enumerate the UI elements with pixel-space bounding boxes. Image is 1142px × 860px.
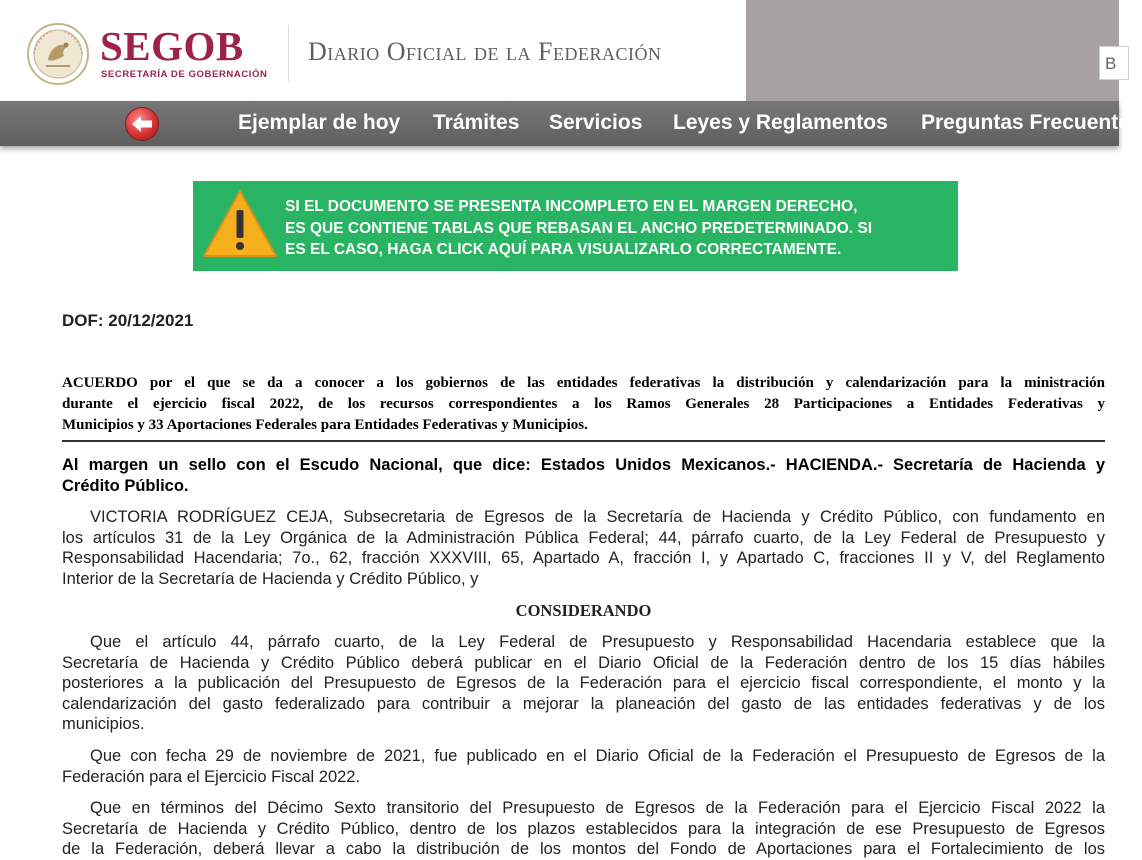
nav-item-tramites[interactable]: Trámites	[433, 111, 520, 134]
dof-date: DOF: 20/12/2021	[62, 311, 194, 330]
paragraph-line: Federación para el Ejercicio Fiscal 2022.	[62, 767, 361, 786]
paragraph-line: Responsabilidad Hacendaria; 7o., 62, fracción XXXVIII, 65, Apartado A, fracción I, y Apartado C, fracciones II y V, del Reglamento	[62, 549, 1105, 567]
paragraph-line: Secretaría de Hacienda y Crédito Público, dentro de los plazos establecidos para la integración de ese Presupuesto de Egresos	[62, 819, 1105, 838]
main-nav	[0, 101, 1142, 146]
header-right-panel	[746, 0, 1119, 101]
nav-item-preguntas-frecuentes[interactable]: Preguntas Frecuentes	[921, 111, 1142, 134]
banner-line: ES QUE CONTIENE TABLAS QUE REBASAN EL ANCHO PREDETERMINADO. SI	[285, 219, 873, 237]
mexico-coat-of-arms-icon	[26, 22, 90, 86]
banner-line: SI EL DOCUMENTO SE PRESENTA INCOMPLETO EN EL MARGEN DERECHO,	[285, 198, 858, 215]
paragraph-line: VICTORIA RODRÍGUEZ CEJA, Subsecretaria de Egresos de la Secretaría de Hacienda y Crédito Público, con fundamento en	[90, 508, 1105, 526]
nav-item-servicios[interactable]: Servicios	[549, 111, 643, 134]
search-input[interactable]	[1099, 46, 1129, 80]
paragraph-line: Secretaría de Hacienda y Crédito Público deberá publicar en el Diario Oficial de la Federación dentro de los 15 días hábiles	[62, 653, 1105, 672]
paragraph-2	[62, 746, 1105, 787]
banner-message	[285, 196, 955, 261]
nav-item-ejemplar-de-hoy[interactable]: Ejemplar de hoy	[238, 111, 401, 134]
paragraph-line: los artículos 31 de la Ley Orgánica de la Administración Pública Federal; 44, párrafo cuarto, de la Ley Federal de Presupuesto y	[62, 528, 1105, 547]
decree-title	[62, 373, 1105, 442]
paragraph-line: de la Federación, deberá llevar a cabo la distribución de los montos del Fondo de Aportaciones para el Fortalecimiento de los	[62, 840, 1105, 858]
paragraph-3	[62, 798, 1105, 860]
paragraph-line: Que en términos del Décimo Sexto transitorio del Presupuesto de Egresos de la Federación para el Ejercicio Fiscal 2022 la	[90, 799, 1105, 817]
segob-logo-subtitle: SECRETARÍA DE GOBERNACIÓN	[101, 69, 268, 80]
paragraph-line: Que con fecha 29 de noviembre de 2021, fue publicado en el Diario Oficial de la Federación el Presupuesto de Egresos de la	[90, 747, 1105, 765]
considerando-heading: CONSIDERANDO	[515, 601, 652, 620]
paragraph-line: posteriores a la publicación del Presupuesto de Egresos de la Federación para el ejercicio fiscal correspondiente, el monto y la	[62, 674, 1105, 692]
seal-note-line: Al margen un sello con el Escudo Nacional, que dice: Estados Unidos Mexicanos.- HACIENDA.- Secretaría de Hacienda y	[62, 456, 1105, 474]
nav-item-leyes-y-reglamentos[interactable]: Leyes y Reglamentos	[673, 111, 888, 134]
decree-title-line: ACUERDO por el que se da a conocer a los gobiernos de las entidades federativas la distribución y calendarización para la ministración	[62, 375, 1105, 391]
seal-note-line: Crédito Público.	[62, 477, 189, 495]
site-title[interactable]: Diario Oficial de la Federación	[308, 37, 662, 66]
seal-note	[62, 455, 1105, 497]
arrow-left-icon	[131, 115, 153, 133]
back-button[interactable]	[125, 107, 159, 141]
site-header	[0, 0, 1119, 101]
banner-line: ES EL CASO, HAGA CLICK AQUÍ PARA VISUALIZARLO CORRECTAMENTE.	[285, 241, 842, 258]
decree-title-line: Municipios y 33 Aportaciones Federales para Entidades Federativas y Municipios.	[62, 417, 588, 433]
search-placeholder: B	[1105, 54, 1117, 73]
warning-icon	[201, 188, 279, 260]
segob-logo-text[interactable]: SEGOB	[100, 23, 244, 69]
incomplete-document-banner[interactable]	[193, 181, 958, 271]
decree-title-line: durante el ejercicio fiscal 2022, de los recursos correspondientes a los Ramos Generales 28 Participaciones a Entidades Federativas y	[62, 396, 1105, 412]
paragraph-line: Que el artículo 44, párrafo cuarto, de la Ley Federal de Presupuesto y Responsabilidad Hacendaria establece que la	[90, 633, 1105, 651]
header-divider	[288, 25, 289, 81]
paragraph-line: Interior de la Secretaría de Hacienda y Crédito Público, y	[62, 569, 479, 588]
paragraph-line: calendarización del gasto federalizado para contribuir a mejorar la planeación del gasto de las entidades federativas y de los	[62, 694, 1105, 713]
intro-paragraph	[62, 507, 1105, 589]
paragraph-line: municipios.	[62, 715, 145, 733]
paragraph-1	[62, 632, 1105, 735]
